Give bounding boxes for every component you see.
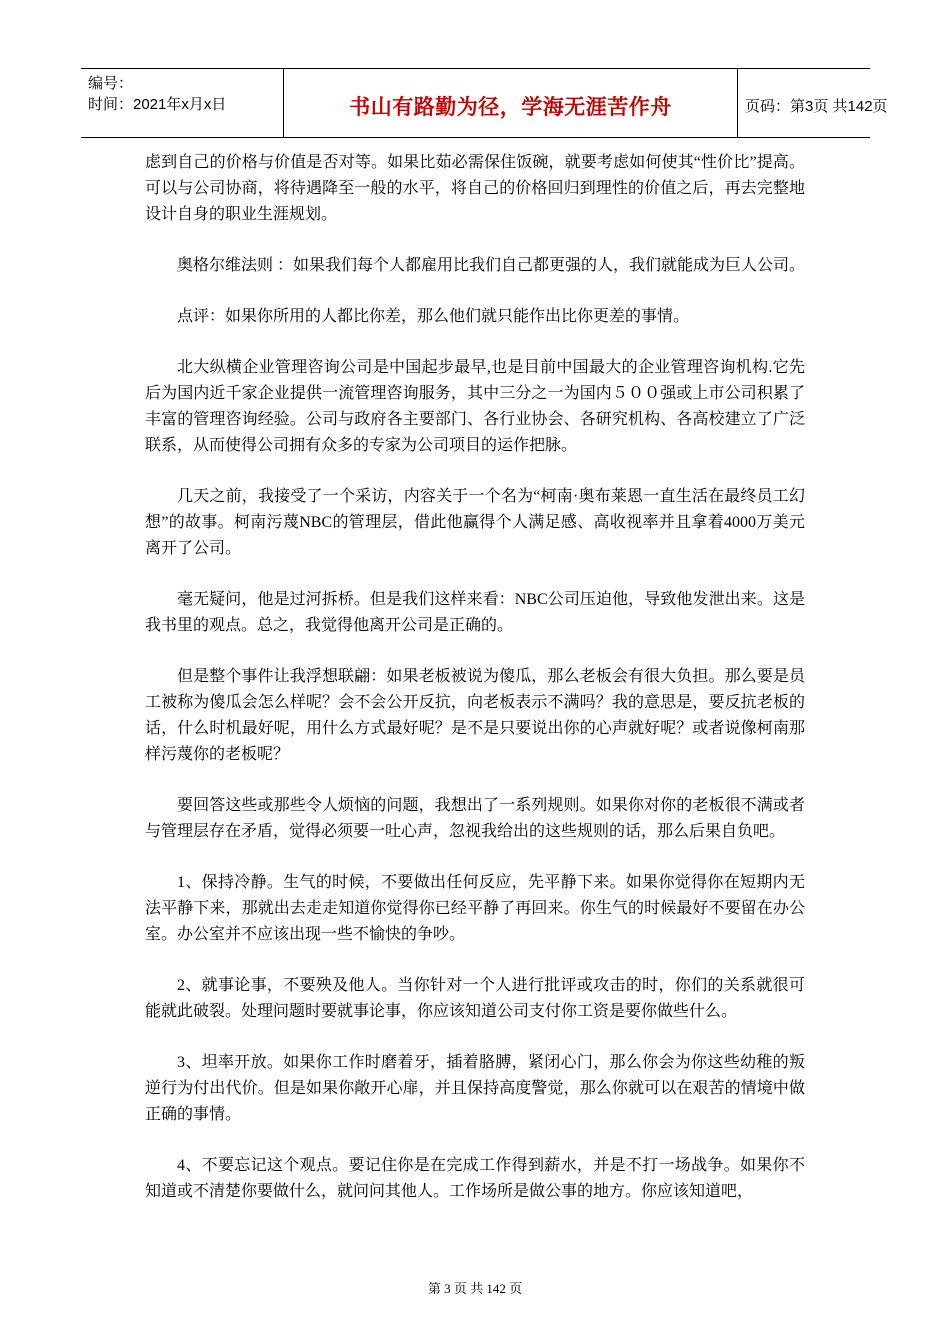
page-info: 页码：第3页 共142页 bbox=[745, 98, 888, 115]
motto: 书山有路勤为径，学海无涯苦作舟 bbox=[349, 95, 672, 119]
paragraph: 几天之前，我接受了一个采访，内容关于一个名为“柯南·奥布莱恩一直生活在最终员工幻想”的故事。柯南污蔑NBC的管理层，借此他赢得个人满足感、高收视率并且拿着4000万美元离开了公司。 bbox=[145, 488, 805, 557]
paragraph: 奥格尔维法则 ：如果我们每个人都雇用比我们自己都更强的人，我们就能成为巨人公司。 bbox=[177, 257, 806, 274]
page-footer: 第 3 页 共 142 页 bbox=[427, 1281, 523, 1296]
paragraph: 毫无疑问，他是过河拆桥。但是我们这样来看：NBC公司压迫他，导致他发泄出来。这是我书里的观点。总之，我觉得他离开公司是正确的。 bbox=[145, 591, 805, 634]
paragraph: 2、就事论事，不要殃及他人。当你针对一个人进行批评或攻击的时，你们的关系就很可能就此破裂。处理问题时要就事论事，你应该知道公司支付你工资是要你做些什么。 bbox=[145, 977, 805, 1020]
paragraph: 要回答这些或那些令人烦恼的问题，我想出了一系列规则。如果你对你的老板很不满或者与管理层存在矛盾，觉得必须要一吐心声，忽视我给出的这些规则的话，那么后果自负吧。 bbox=[145, 797, 805, 840]
header-meta-cell bbox=[81, 69, 283, 137]
header-table bbox=[81, 68, 888, 138]
header-page-cell bbox=[737, 69, 888, 137]
body-text bbox=[145, 150, 805, 1230]
header-motto-cell bbox=[283, 69, 738, 137]
paragraph: 3、坦率开放。如果你工作时磨着牙，插着胳膊，紧闭心门，那么你会为你这些幼稚的叛逆行为付出代价。但是如果你敞开心扉，并且保持高度警觉，那么你就可以在艰苦的情境中做正确的事情。 bbox=[145, 1054, 805, 1123]
paragraph: 但是整个事件让我浮想联翩：如果老板被说为傻瓜，那么老板会有很大负担。那么要是员工被称为傻瓜会怎么样呢？会不会公开反抗，向老板表示不满吗？我的意思是，要反抗老板的话，什么时机最好呢，用什么方式最好呢？是不是只要说出你的心声就好呢？或者说像柯南那样污蔑你的老板呢？ bbox=[145, 668, 805, 763]
paragraph: 1、保持冷静。生气的时候，不要做出任何反应，先平静下来。如果你觉得你在短期内无法平静下来，那就出去走走知道你觉得你已经平静了再回来。你生气的时候最好不要留在办公室。办公室并不应该出现一些不愉快的争吵。 bbox=[145, 874, 805, 943]
paragraph: 点评：如果你所用的人都比你差，那么他们就只能作出比你更差的事情。 bbox=[177, 308, 690, 325]
paragraph: 4、不要忘记这个观点。要记住你是在完成工作得到薪水，并是不打一场战争。如果你不知道或不清楚你要做什么，就问问其他人。工作场所是做公事的地方。你应该知道吧， bbox=[145, 1157, 805, 1200]
paragraph: 北大纵横企业管理咨询公司是中国起步最早,也是目前中国最大的企业管理咨询机构.它先后为国内近千家企业提供一流管理咨询服务，其中三分之一为国内５００强或上市公司积累了丰富的管理咨询经验。公司与政府各主要部门、各行业协会、各研究机构、各高校建立了广泛联系，从而使得公司拥有众多的专家为公司项目的运作把脉。 bbox=[145, 359, 805, 454]
date-label: 时间：2021年x月x日 bbox=[88, 96, 227, 113]
number-label: 编号： bbox=[88, 75, 134, 92]
paragraph: 虑到自己的价格与价值是否对等。如果比茹必需保住饭碗，就要考虑如何使其“性价比”提高。可以与公司协商，将待遇降至一般的水平，将自己的价格回归到理性的价值之后，再去完整地设计自身的职业生涯规划。 bbox=[145, 154, 805, 223]
